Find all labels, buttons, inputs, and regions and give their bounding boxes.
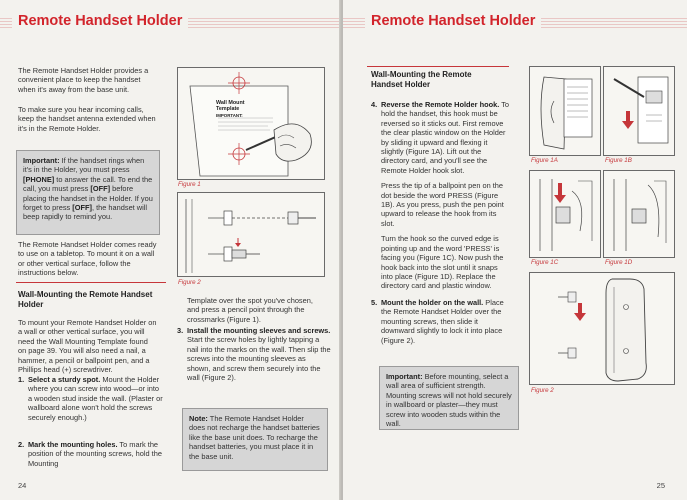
figure-1a-caption: Figure 1A: [531, 157, 558, 164]
note-label: Note:: [189, 414, 208, 423]
mount-intro-paragraph: To mount your Remote Handset Holder on a wall or other vertical surface, you will need the Wall Mounting Template found on page 39. You will also need a nail, a hammer, a pencil or ballpoint pen, and a Phillips head (+) screwdriver.: [18, 318, 157, 375]
important-text: Before mounting, select a wall area of sufficient strength. Mounting screws will not hold securely in wallboard or plaster—they must screw into wooden studs within the wall.: [386, 372, 512, 429]
important-text-3: before placing the handset in the Holder. If you forget to press: [23, 184, 153, 213]
step-1: [18, 375, 164, 422]
page-number: 24: [18, 481, 27, 490]
step-4-text: To hold the handset, this hook must be reversed so it sticks out. First remove the clear plastic window on the Holder by sliding it upward and flexing it slightly (Figure 1A). Lift out the directory card, and you'll see the Remote Holder hook slot.: [381, 100, 510, 175]
page-header: [0, 10, 341, 32]
figure-1c-drawing: [530, 171, 601, 258]
figure-1b-caption: Figure 1B: [605, 157, 632, 164]
ready-paragraph: The Remote Handset Holder comes ready to use on a tabletop. To mount it on a wall or other vertical surface, follow the instructions below.: [18, 240, 157, 278]
step-4-paragraph-3: Turn the hook so the curved edge is pointing up and the word 'PRESS' is facing you (Figure 1C). Now push the hook back into the slot until it snaps into place (Figure 1D). Replace the directory card and plastic window.: [381, 234, 504, 291]
step-1-heading: Select a sturdy spot.: [28, 375, 101, 384]
figure-2-drawing: [530, 273, 675, 385]
step-2-number: 2.: [18, 440, 25, 449]
step-5-number: 5.: [371, 298, 378, 307]
section-title: Wall-Mounting the Remote Handset Holder: [371, 70, 472, 89]
off-key-2: [OFF]: [72, 203, 92, 213]
step-1-number: 1.: [18, 375, 25, 384]
step-3-number: 3.: [177, 326, 184, 335]
figure-2-caption: Figure 2: [531, 387, 554, 394]
figure-2: [177, 192, 325, 277]
figure-1d-drawing: [604, 171, 675, 258]
important-box: [16, 150, 160, 235]
important-text-2: to answer the call. To end the call, you must press: [23, 174, 153, 194]
figure-1d-caption: Figure 1D: [605, 259, 633, 266]
figure-1-caption: Figure 1: [178, 181, 201, 188]
page-title: Remote Handset Holder: [365, 10, 541, 32]
page-number: 25: [656, 481, 665, 490]
step-3: [177, 326, 331, 382]
step-5-text: Place the Remote Handset Holder over the mounting screws, then slide it downward slightly to lock it into place (Figure 2).: [381, 298, 504, 345]
note-text: The Remote Handset Holder does not recharge the handset batteries like the base unit does. To recharge the handset batteries, you must place it in the base unit.: [189, 414, 320, 461]
step-4-heading: Reverse the Remote Holder hook.: [381, 100, 500, 109]
important-label: Important:: [386, 372, 423, 381]
page-title: Remote Handset Holder: [12, 10, 188, 32]
figure-2-caption: Figure 2: [178, 279, 201, 286]
important-label: Important:: [23, 156, 60, 165]
step-1-text: Mount the Holder where you can screw into wood—or into a wooden stud inside the wall. (Plaster or wallboard alone won't hold the screws securely enough.): [28, 375, 163, 422]
page-header: [343, 10, 687, 32]
figure-1a-drawing: [530, 67, 601, 156]
figure-1c: [529, 170, 601, 258]
figure-1b: [603, 66, 675, 156]
figure-2: [529, 272, 675, 385]
figure-1d: [603, 170, 675, 258]
figure-2-drawing: [178, 193, 325, 277]
step-2-continuation: Template over the spot you've chosen, and press a pencil point through the crossmarks (Figure 1).: [187, 296, 313, 324]
left-page: [0, 0, 341, 500]
right-page: [343, 0, 687, 500]
figure-1c-caption: Figure 1C: [531, 259, 559, 266]
step-2: [18, 440, 164, 468]
figure-1a: [529, 66, 601, 156]
section-rule: [16, 282, 166, 283]
figure-1-important-label: IMPORTANT:: [216, 113, 243, 118]
important-text-4: , the handset will beep rapidly to remind you.: [23, 203, 148, 222]
off-key: [OFF]: [90, 184, 111, 194]
intro-paragraph-2: To make sure you hear incoming calls, keep the handset antenna extended when it's in the Remote Holder.: [18, 105, 156, 133]
important-box: [379, 366, 519, 430]
step-3-text: Start the screw holes by lightly tapping a nail into the marks on the wall. Then slip the screws into the mounting sleeves as shown, and screw them securely into the wall (Figure 2).: [187, 335, 331, 383]
step-4-number: 4.: [371, 100, 378, 109]
step-5-heading: Mount the holder on the wall.: [381, 298, 484, 307]
section-rule: [367, 66, 509, 67]
step-2-heading: Mark the mounting holes.: [28, 440, 118, 449]
figure-1-drawing: [178, 68, 325, 180]
figure-1b-drawing: [604, 67, 675, 156]
step-3-heading: Install the mounting sleeves and screws.: [187, 326, 331, 335]
section-title: Wall-Mounting the Remote Handset Holder: [18, 290, 153, 309]
figure-1-template-label: Wall Mount Template: [216, 100, 245, 112]
phone-key: [PHONE]: [23, 174, 55, 184]
step-2-text: To mark the position of the mounting screws, hold the Mounting: [28, 440, 162, 468]
intro-paragraph-1: The Remote Handset Holder provides a convenient place to keep the handset when it's away from the base unit.: [18, 66, 149, 94]
important-text: If the handset rings when it's in the Holder, you must press: [23, 156, 145, 175]
note-box: [182, 408, 328, 471]
figure-1: [177, 67, 325, 180]
step-4-paragraph-2: Press the tip of a ballpoint pen on the dot beside the word PRESS (Figure 1B). As you press, push the pen point upward to release the hook from its slot.: [381, 181, 504, 228]
step-4: [371, 100, 511, 291]
step-5: [371, 298, 511, 345]
